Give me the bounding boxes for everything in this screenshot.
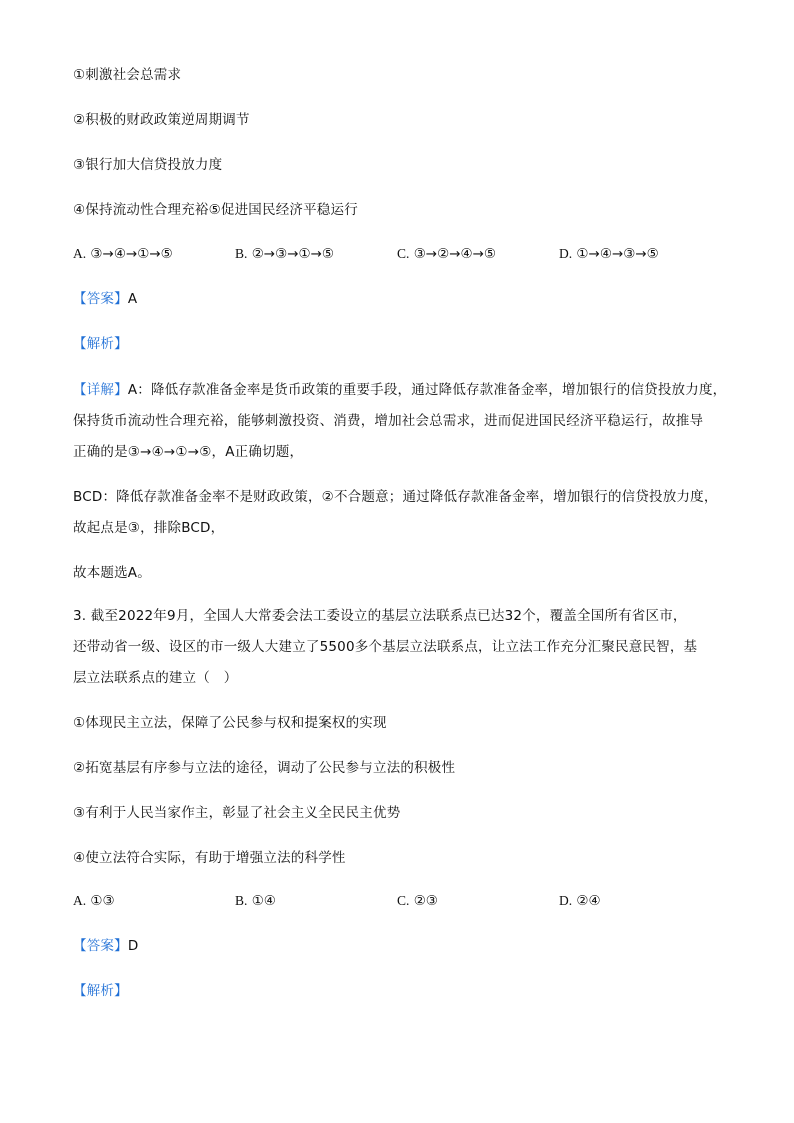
q2-item-1: ①刺激社会总需求 (73, 67, 182, 83)
option-text: ②④ (576, 893, 601, 909)
q3-option-c (397, 892, 438, 910)
q2-bcd-line-1: BCD：降低存款准备金率不是财政政策，②不合题意；通过降低存款准备金率，增加银行的信贷投放力度， (73, 489, 718, 505)
analysis-tag: 【解析】 (73, 336, 128, 352)
option-letter: C. (397, 246, 410, 261)
q3-stem-line-1: 3. 截至2022年9月，全国人大常委会法工委设立的基层立法联系点已达32个，覆盖全国所有省区市， (73, 608, 687, 624)
analysis-tag: 【解析】 (73, 983, 128, 999)
answer-tag: 【答案】 (73, 291, 128, 307)
q2-detail-line-1 (73, 381, 726, 399)
answer-tag: 【答案】 (73, 938, 128, 954)
q2-answer (73, 290, 137, 308)
q2-item-4: ④保持流动性合理充裕⑤促进国民经济平稳运行 (73, 202, 358, 218)
answer-value: A (127, 291, 138, 307)
option-text: ②→③→①→⑤ (251, 246, 335, 262)
q3-option-d (559, 892, 601, 910)
option-letter: D. (559, 893, 573, 908)
detail-text: A：降低存款准备金率是货币政策的重要手段，通过降低存款准备金率，增加银行的信贷投放力度， (127, 382, 727, 398)
q3-item-1: ①体现民主立法，保障了公民参与权和提案权的实现 (73, 715, 387, 731)
q2-option-d (559, 245, 659, 263)
q3-stem-line-3: 层立法联系点的建立（ ） (73, 670, 238, 686)
option-letter: B. (235, 893, 248, 908)
answer-value: D (127, 938, 139, 954)
option-text: ③→②→④→⑤ (413, 246, 497, 262)
q2-option-b (235, 245, 334, 263)
option-letter: A. (73, 246, 87, 261)
q2-detail-line-3: 正确的是③→④→①→⑤，A正确切题， (73, 444, 304, 460)
q3-item-2: ②拓宽基层有序参与立法的途径，调动了公民参与立法的积极性 (73, 760, 456, 776)
option-letter: D. (559, 246, 573, 261)
option-text: ①④ (251, 893, 276, 909)
q3-option-b (235, 892, 276, 910)
q2-option-a (73, 245, 173, 263)
q2-bcd-line-2: 故起点是③，排除BCD， (73, 520, 225, 536)
q2-conclusion: 故本题选A。 (73, 565, 151, 581)
detail-tag: 【详解】 (73, 382, 128, 398)
q3-stem-line-2: 还带动省一级、设区的市一级人大建立了5500多个基层立法联系点，让立法工作充分汇聚民意民智，基 (73, 639, 698, 655)
q2-item-2: ②积极的财政政策逆周期调节 (73, 112, 250, 128)
q2-detail-line-2: 保持货币流动性合理充裕，能够刺激投资、消费，增加社会总需求，进而促进国民经济平稳运行，故推导 (73, 413, 704, 429)
option-letter: A. (73, 893, 87, 908)
q2-item-3: ③银行加大信贷投放力度 (73, 157, 223, 173)
option-letter: B. (235, 246, 248, 261)
q3-answer (73, 937, 138, 955)
q3-item-3: ③有利于人民当家作主，彰显了社会主义全民民主优势 (73, 805, 401, 821)
option-text: ③→④→①→⑤ (90, 246, 173, 262)
option-text: ①③ (90, 893, 115, 909)
q2-option-c (397, 245, 496, 263)
option-text: ①→④→③→⑤ (576, 246, 659, 262)
option-letter: C. (397, 893, 410, 908)
option-text: ②③ (413, 893, 438, 909)
q3-option-a (73, 892, 115, 910)
q2-analysis (73, 335, 128, 353)
q3-item-4: ④使立法符合实际，有助于增强立法的科学性 (73, 850, 346, 866)
q3-analysis (73, 982, 128, 1000)
